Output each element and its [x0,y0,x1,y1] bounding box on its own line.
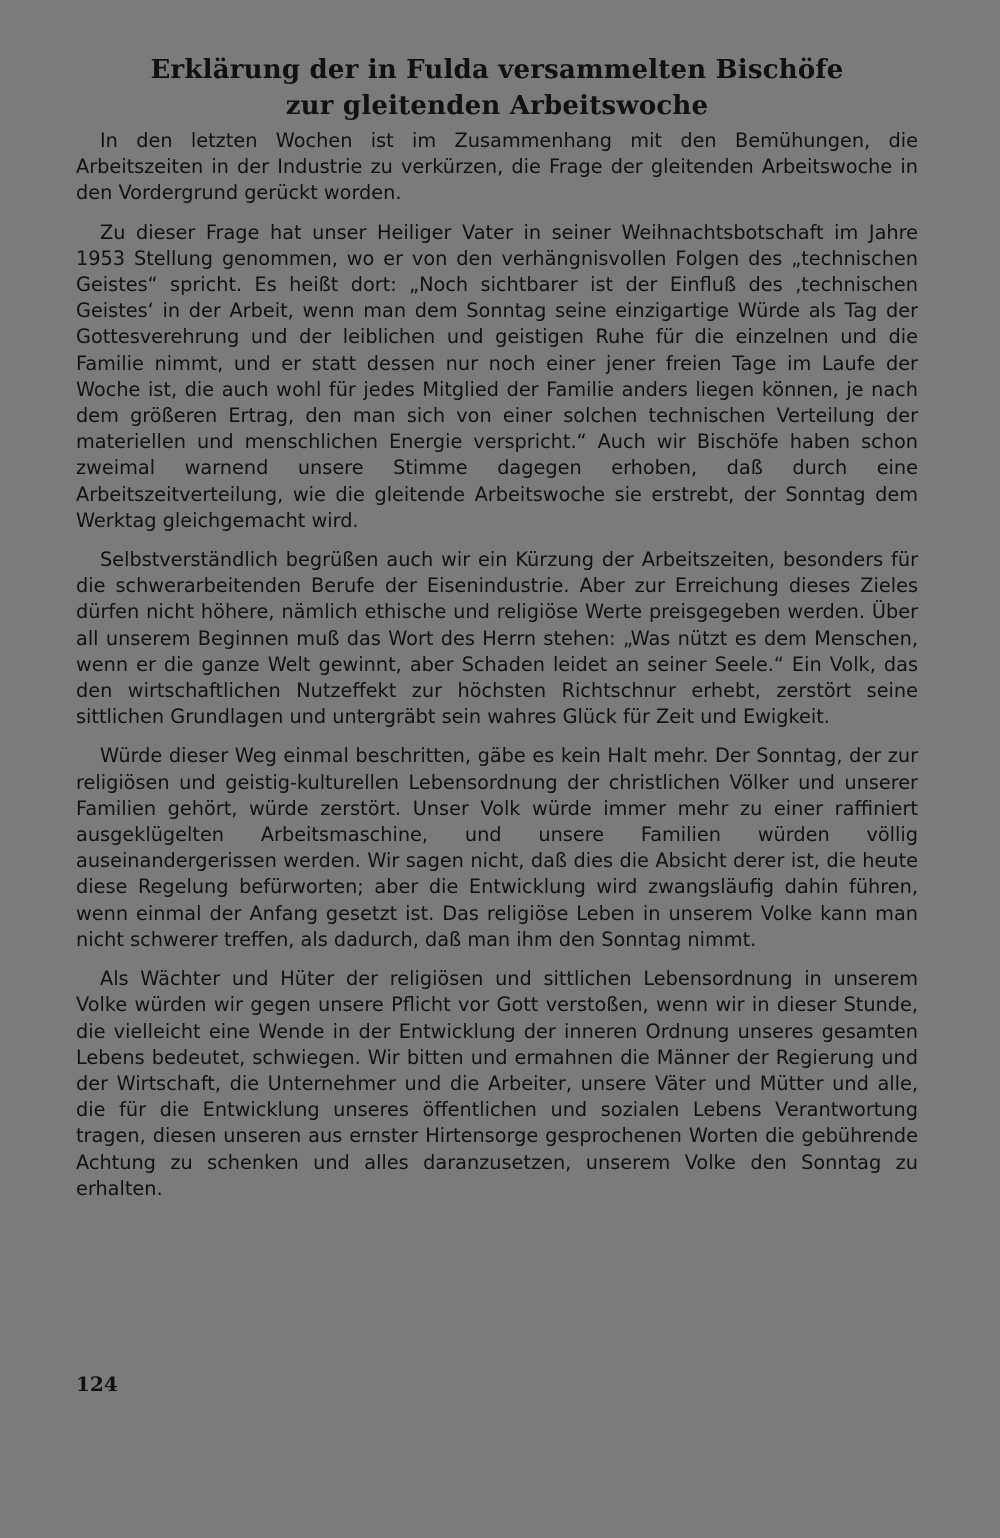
paragraph-3: Selbstverständlich begrüßen auch wir ein Kürzung der Arbeitszeiten, besonders für die schwerarbeitenden Berufe der Eisenindustrie. Aber zur Erreichung dieses Zieles dürfen nicht höhere, nämlich ethische und religiöse Werte preisgegeben werden. Über all unserem Beginnen muß das Wort des Herrn stehen: „Was nützt es dem Menschen, wenn er die ganze Welt gewinnt, aber Schaden leidet an seiner Seele.“ Ein Volk, das den wirtschaftlichen Nutzeffekt zur höchsten Richtschnur erhebt, zerstört seine sittlichen Grundlagen und untergräbt sein wahres Glück für Zeit und Ewigkeit. [76,548,918,729]
paragraph-5: Als Wächter und Hüter der religiösen und sittlichen Lebensordnung in unserem Volke würden wir gegen unsere Pflicht vor Gott verstoßen, wenn wir in dieser Stunde, die vielleicht eine Wende in der Entwicklung der inneren Ordnung unseres gesamten Lebens bedeutet, schwiegen. Wir bitten und ermahnen die Männer der Regierung und der Wirtschaft, die Unternehmer und die Arbeiter, unsere Väter und Mütter und alle, die für die Entwicklung unseres öffentlichen und sozialen Lebens Verantwortung tragen, diesen unseren aus ernster Hirtensorge gesprochenen Worten die gebührende Achtung zu schenken und alles daranzusetzen, unserem Volke den Sonntag zu erhalten. [76,967,918,1200]
page-number: 124 [76,1372,118,1396]
paragraph-2: Zu dieser Frage hat unser Heiliger Vater in seiner Weihnachtsbotschaft im Jahre 1953 Stellung genommen, wo er von den verhängnisvollen Folgen des „technischen Geistes“ spricht. Es heißt dort: „Noch sichtbarer ist der Einfluß des ‚technischen Geistes‘ in der Arbeit, wenn man dem Sonntag seine einzigartige Würde als Tag der Gottesverehrung und der leiblichen und geistigen Ruhe für die einzelnen und die Familie nimmt, und er statt dessen nur noch einer jener freien Tage im Laufe der Woche ist, die auch wohl für jedes Mitglied der Familie anders liegen können, je nach dem größeren Ertrag, den man sich von einer solchen technischen Verteilung der materiellen und menschlichen Energie verspricht.“ Auch wir Bischöfe haben schon zweimal warnend unsere Stimme dagegen erhoben, daß durch eine Arbeitszeitverteilung, wie die gleitende Arbeitswoche sie erstrebt, der Sonntag dem Werktag gleichgemacht wird. [76,220,918,532]
title-line-2: zur gleitenden Arbeitswoche [285,91,709,121]
paragraph-4: Würde dieser Weg einmal beschritten, gäbe es kein Halt mehr. Der Sonntag, der zur religiösen und geistig-kulturellen Lebensordnung der christlichen Völker und unserer Familien gehört, würde zerstört. Unser Volk würde immer mehr zu einer raffiniert ausgeklügelten Arbeitsmaschine, und unsere Familien würden völlig auseinandergerissen werden. Wir sagen nicht, daß dies die Absicht derer ist, die heute diese Regelung befürworten; aber die Entwicklung wird zwangsläufig dahin führen, wenn einmal der Anfang gesetzt ist. Das religiöse Leben in unserem Volke kann man nicht schwerer treffen, als dadurch, daß man ihm den Sonntag nimmt. [76,744,918,951]
title-line-1: Erklärung der in Fulda versammelten Bischöfe [150,55,844,85]
document-title [76,52,918,124]
document-page [76,52,918,1215]
paragraph-1: In den letzten Wochen ist im Zusammenhang mit den Bemühungen, die Arbeitszeiten in der Industrie zu verkürzen, die Frage der gleitenden Arbeitswoche in den Vordergrund gerückt worden. [76,129,918,205]
